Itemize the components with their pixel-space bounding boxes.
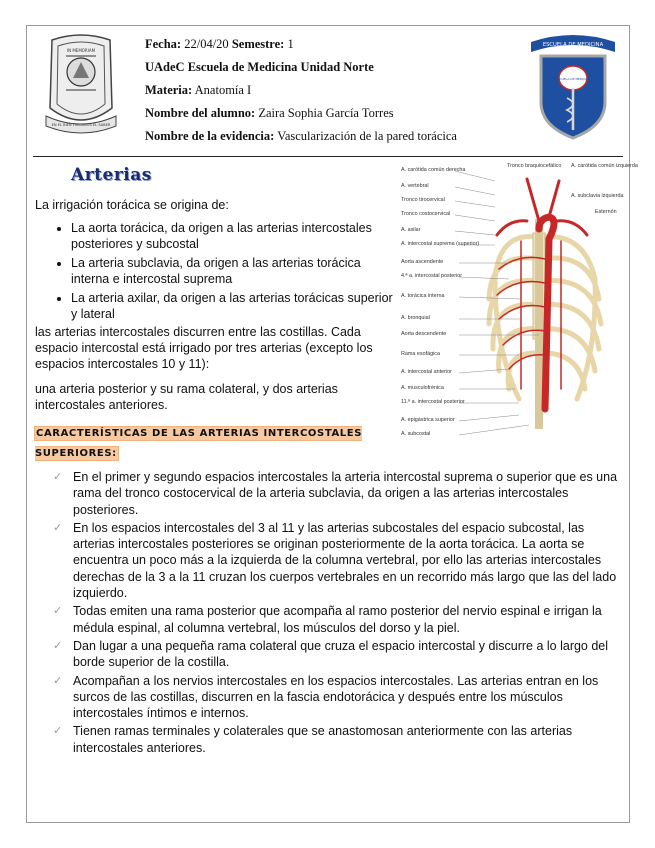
- section-title: Arterias: [71, 165, 152, 185]
- checkmark-icon: ✓: [53, 638, 63, 652]
- list-item: [53, 520, 623, 601]
- list-item-text: Todas emiten una rama posterior que acompaña al ramo posterior del nervio espinal e irrigan la médula espinal, al columna vertebral, los músculos del dorso y la piel.: [73, 604, 602, 635]
- document-header: [27, 26, 629, 154]
- header-divider: [33, 156, 623, 157]
- list-item-text: Tienen ramas terminales y colaterales que se anastomosan anteriormente con las arterias intercostales anteriores.: [73, 724, 573, 755]
- list-item: • La aorta torácica, da origen a las arterias intercostales posteriores y subcostal: [71, 220, 401, 252]
- checkmark-icon: ✓: [53, 673, 63, 687]
- evidence-value: Vascularización de la pared torácica: [277, 129, 457, 143]
- section-subtitle: [35, 424, 395, 464]
- figure-label: Tronco costocervical: [401, 211, 451, 217]
- checkmark-icon: ✓: [53, 520, 63, 534]
- figure-label: Rama esofágica: [401, 351, 440, 357]
- paragraph-arteries: una arteria posterior y su rama colateral, y dos arterias intercostales anteriores.: [35, 382, 338, 412]
- characteristics-list: [53, 469, 623, 758]
- school-name: UAdeC Escuela de Medicina Unidad Norte: [145, 60, 374, 74]
- list-item-text: Dan lugar a una pequeña rama colateral que cruza el espacio intercostal y discurre a lo largo del borde superior de la costilla.: [73, 638, 609, 670]
- figure-label: A. musculofrénica: [401, 385, 444, 391]
- list-item: [53, 673, 623, 722]
- list-item: • La arteria subclavia, da origen a las arterias torácica interna e intercostal suprema: [71, 255, 401, 287]
- school-row: [145, 56, 457, 79]
- evidence-row: [145, 125, 457, 148]
- list-item-text: En el primer y segundo espacios intercostales la arteria intercostal suprema o superior que es una rama del tronco costocervical de la arteria subclavia, da origen a las arterias intercostales posteriores.: [73, 470, 618, 517]
- figure-label: A. carótida común izquierda: [571, 163, 638, 169]
- student-row: [145, 102, 457, 125]
- figure-label: A. torácica interna: [401, 293, 445, 299]
- semester-label: Semestre:: [231, 37, 285, 51]
- subject-value: Anatomía I: [194, 83, 252, 97]
- shield-title-text: ESCUELA DE MEDICINA: [542, 42, 604, 48]
- figure-label: A. epigástrica superior: [401, 417, 455, 423]
- figure-label: A. bronquial: [401, 315, 430, 321]
- subject-label: Materia:: [145, 83, 193, 97]
- figure-label: A. intercostal anterior: [401, 369, 452, 375]
- checkmark-icon: ✓: [53, 604, 63, 618]
- figure-label: A. subclavia izquierda: [571, 193, 624, 199]
- figure-label: Aorta ascendente: [401, 259, 444, 265]
- figure-label: A. intercostal suprema (superior): [401, 241, 480, 247]
- figure-label: Tronco tirocervical: [401, 197, 445, 203]
- figure-label: Esternón: [595, 209, 617, 215]
- figure-label: A. subcostal: [401, 431, 431, 437]
- document-page: [26, 25, 638, 823]
- date-row: [145, 33, 457, 56]
- list-item-text: En los espacios intercostales del 3 al 11 y las arterias subcostales del espacio subcostal, las arterias intercostales posteriores se originan posteriormente de la aorta torácica. La aorta se encuentra un poco más a la izquierda de la columna vertebral, por ello las arterias intercostales derechas de la 3 a la 11 cruzan los cuerpos vertebrales en un recorrido más largo que las del lado izquierdo.: [73, 520, 617, 601]
- medical-school-shield-logo: [527, 32, 619, 140]
- seal-motto-text: IN MEMORIAM: [66, 48, 96, 53]
- date-label: Fecha:: [145, 37, 182, 51]
- origin-bullet-list: [59, 220, 401, 325]
- figure-label: 4.ª a. intercostal posterior: [401, 273, 463, 279]
- figure-label: 11.ª a. intercostal posterior: [401, 399, 465, 405]
- list-item: [53, 469, 623, 518]
- shield-badge-text: ESCUELA DE MEDICINA: [555, 77, 591, 81]
- evidence-label: Nombre de la evidencia:: [145, 129, 275, 143]
- list-item: • La arteria axilar, da origen a las arterias torácicas superior y lateral: [71, 290, 401, 322]
- paragraph-intercostal: las arterias intercostales discurren entre las costillas. Cada espacio intercostal está irrigado por tres arterias (excepto los espacios intercostales 10 y 11):: [35, 325, 373, 371]
- student-label: Nombre del alumno:: [145, 106, 256, 120]
- list-item-text: Acompañan a los nervios intercostales en los espacios intercostales. Las arterias entran en los surcos de las costillas, discurren en la fascia endotorácica y después entre los músculos intercostales íntimos e internos.: [73, 673, 599, 721]
- shield-subtitle-text: UNIDAD NORTE: [559, 49, 587, 53]
- checkmark-icon: ✓: [53, 724, 63, 738]
- student-value: Zaira Sophia García Torres: [258, 106, 394, 120]
- figure-label: A. axilar: [401, 227, 421, 233]
- figure-label: A. carótida común derecha: [401, 167, 466, 173]
- seal-banner-text: EN EL BIEN FINCAMOS EL SABER: [51, 123, 111, 127]
- figure-label: Tronco braquiocefálico: [507, 163, 562, 169]
- figure-label: A. vertebral: [401, 183, 429, 189]
- checkmark-icon: ✓: [53, 470, 63, 483]
- semester-value: 1: [287, 37, 294, 51]
- list-item: [53, 638, 623, 671]
- list-item: [53, 603, 623, 636]
- intro-text: La irrigación torácica se origina de:: [35, 198, 229, 212]
- header-info: [145, 33, 457, 148]
- subtitle-text: CARACTERÍSTICAS DE LAS ARTERIAS INTERCOSTALES SUPERIORES:: [35, 428, 363, 459]
- figure-label: Aorta descendente: [401, 331, 447, 337]
- thoracic-arteries-illustration: [399, 159, 638, 441]
- university-seal-logo: [42, 32, 120, 142]
- subject-row: [145, 79, 457, 102]
- date-value: 22/04/20: [184, 37, 229, 51]
- list-item: [53, 723, 623, 756]
